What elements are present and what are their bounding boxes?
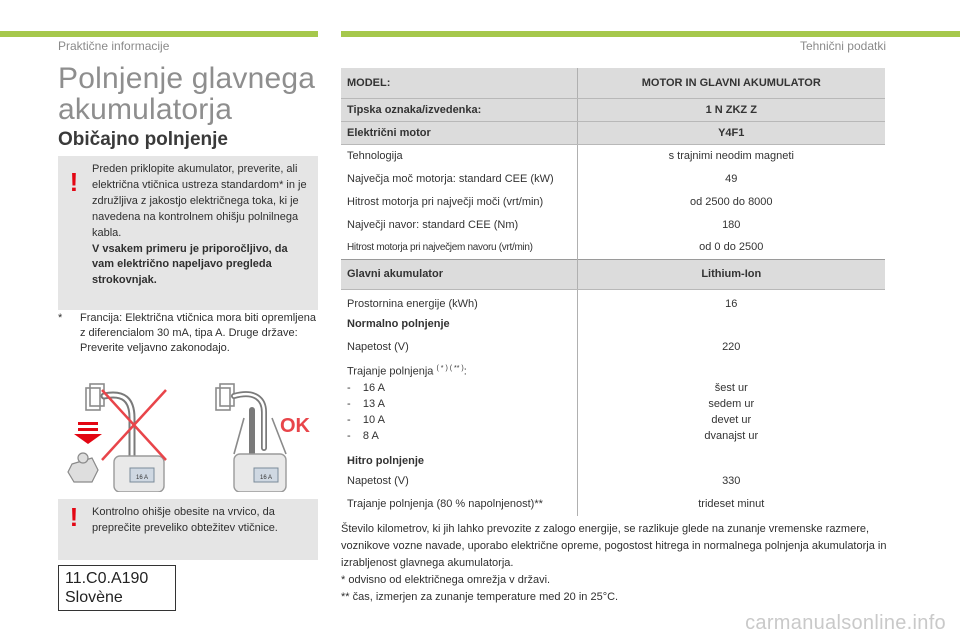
cable-left: [104, 395, 132, 458]
table-cell: Električni motor: [341, 121, 577, 144]
table-cell: [577, 358, 885, 447]
table-row-battery: [341, 259, 885, 289]
table-cell: Napetost (V): [341, 470, 577, 493]
table-row: [341, 289, 885, 312]
note-footnote-2: ** čas, izmerjen za zunanje temperature med 20 in 25°C.: [341, 591, 619, 603]
table-row: [341, 447, 885, 470]
exclamation-icon: !: [69, 502, 79, 532]
table-cell: od 0 do 2500: [699, 241, 764, 254]
table-cell: 16: [725, 297, 738, 310]
footnote-text: Francija: Električna vtičnica mora biti opremljena z diferencialom 30 mA, tipa A. Druge države: Preverite veljavno zakonodajo.: [80, 312, 316, 354]
table-row-duration: [341, 358, 885, 447]
table-row: [341, 236, 885, 259]
warning-text: Kontrolno ohišje obesite na vrvico, da preprečite preveliko obtežitev vtičnice.: [92, 506, 278, 534]
amp-label-left: 16 A: [135, 475, 149, 481]
down-arrow-icon: [74, 422, 102, 444]
table-row: [341, 470, 885, 493]
warning-box-socket: [58, 156, 318, 310]
table-cell: 49: [725, 172, 738, 185]
amp-label-right: 16 A: [259, 475, 273, 481]
exclamation-icon: !: [69, 167, 79, 197]
spec-table: [341, 68, 885, 516]
duration-label: Trajanje polnjenja ( * ) ( ** ):: [347, 365, 467, 378]
warning-body: Preden priklopite akumulator, preverite, ali električna vtičnica ustreza standardom* in je združljiva z jakostjo električnega toka, ki je navedena na kontrolnem ohišju polnilnega kabla.: [92, 163, 307, 239]
table-cell: [341, 358, 577, 447]
table-cell: s trajnimi neodim magneti: [668, 149, 794, 162]
range-note: [341, 521, 901, 606]
amp-item: - 10 A: [347, 413, 385, 426]
table-cell: Tipska oznaka/izvedenka:: [341, 98, 577, 121]
table-row-type: [341, 98, 885, 121]
section-subtitle: Običajno polnjenje: [58, 129, 228, 150]
table-cell: Y4F1: [577, 121, 885, 144]
note-paragraph: Število kilometrov, ki jih lahko prevozite z zalogo energije, se razlikuje glede na zunanje vremenske razmere, voznikove vozne navade, uporabo električne opreme, pogostost hitrega in normalnega polnjenja akumulatorja in izrabljenost glavnega akumulatorja.: [341, 523, 887, 569]
time-item: dvanajst ur: [704, 429, 759, 442]
table-cell: Največji navor: standard CEE (Nm): [341, 213, 577, 236]
table-row: [341, 167, 885, 190]
table-cell: Hitrost motorja pri največjem navoru (vrt/min): [341, 236, 577, 259]
section-label-left: Praktične informacije: [58, 39, 170, 53]
table-cell: Tehnologija: [341, 144, 577, 167]
table-row: [341, 493, 885, 516]
watermark: carmanualsonline.info: [745, 612, 946, 634]
document-code-box: [58, 565, 176, 611]
amp-item: - 13 A: [347, 397, 385, 410]
table-cell: Prostornina energije (kWh): [341, 289, 577, 312]
table-cell: Hitro polnjenje: [341, 447, 577, 470]
table-cell: MODEL:: [341, 68, 577, 98]
document-code: 11.C0.A190: [65, 570, 149, 587]
table-row: [341, 190, 885, 213]
table-cell: 330: [722, 475, 741, 488]
table-cell: 1 N ZKZ Z: [577, 98, 885, 121]
warning-box-hang: [58, 499, 318, 560]
table-row: [341, 335, 885, 358]
warning-emphasis: V vsakem primeru je priporočljivo, da vam električno napeljavo pregleda strokovnjak.: [92, 242, 288, 287]
ok-label: OK: [280, 415, 310, 437]
table-cell: Napetost (V): [341, 335, 577, 358]
document-language: Slovène: [65, 589, 123, 606]
table-row: [341, 213, 885, 236]
table-cell: Trajanje polnjenja (80 % napolnjenost)**: [341, 493, 577, 516]
time-item: devet ur: [711, 413, 752, 426]
table-cell: Lithium-Ion: [577, 259, 885, 289]
weight-icon: [68, 453, 98, 482]
table-cell: [577, 312, 885, 335]
header-accent-bar-right: [341, 31, 960, 37]
table-row: [341, 312, 885, 335]
table-cell: Normalno polnjenje: [341, 312, 577, 335]
table-cell: 220: [722, 340, 741, 353]
table-cell: [577, 447, 885, 470]
amp-item: - 16 A: [347, 381, 385, 394]
footnote-star: *: [58, 312, 63, 324]
charging-cable-illustration: [58, 378, 320, 492]
table-cell: MOTOR IN GLAVNI AKUMULATOR: [577, 68, 885, 98]
charging-cable-drawing: [58, 378, 320, 492]
table-cell: 180: [722, 218, 741, 231]
time-item: šest ur: [714, 381, 748, 394]
table-cell: od 2500 do 8000: [689, 195, 773, 208]
note-footnote-1: * odvisno od električnega omrežja v državi.: [341, 574, 551, 586]
table-header-row: [341, 68, 885, 98]
table-row-motor: [341, 121, 885, 144]
table-cell: trideset minut: [698, 498, 765, 511]
table-row: [341, 144, 885, 167]
table-cell: Glavni akumulator: [341, 259, 577, 289]
warning-text: [92, 162, 308, 289]
header-accent-bar-left: [0, 31, 318, 37]
hanging-cord: [234, 418, 286, 454]
section-label-right: Tehnični podatki: [799, 39, 886, 53]
cable-right: [234, 394, 264, 458]
table-cell: Hitrost motorja pri največji moči (vrt/min): [341, 190, 577, 213]
page-title: Polnjenje glavnega akumulatorja: [58, 62, 316, 126]
time-item: sedem ur: [708, 397, 755, 410]
amp-item: - 8 A: [347, 429, 379, 442]
table-cell: Največja moč motorja: standard CEE (kW): [341, 167, 577, 190]
